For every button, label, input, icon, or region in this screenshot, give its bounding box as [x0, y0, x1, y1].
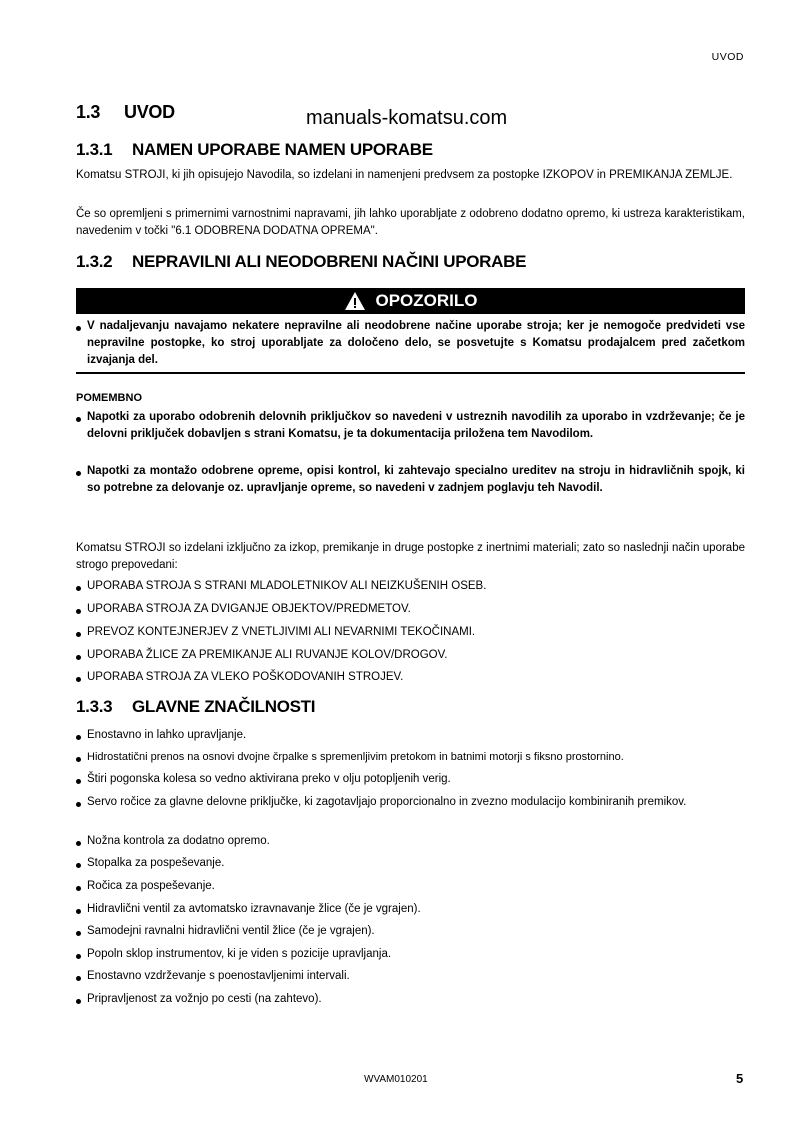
divider: [76, 372, 745, 374]
important-item: Napotki za uporabo odobrenih delovnih priključkov so navedeni v ustreznih navodilih za uporabo in vzdrževanje; če je delovni priključek dobavljen s strani Komatsu, je ta dokumentacija priložena tem Navodilom.: [76, 409, 745, 443]
section-title: NEPRAVILNI ALI NEODOBRENI NAČINI UPORABE: [132, 252, 527, 271]
warning-text: V nadaljevanju navajamo nekatere nepravilne ali neodobrene načine uporabe stroja; ker je nemogoče predvideti vse nepravilne postopke, ko stroj uporabljate za določeno delo, se posvetujte s Komatsu prodajalcem pred začetkom izvajanja del.: [76, 318, 745, 369]
page-number: 5: [736, 1071, 744, 1086]
paragraph: Komatsu STROJI, ki jih opisujejo Navodila, so izdelani in namenjeni predvsem za postopke IZKOPOV in PREMIKANJA ZEMLJE.: [76, 169, 733, 181]
section-heading-1-3-1: [76, 140, 433, 160]
section-number: 1.3.1: [76, 140, 113, 159]
section-title: UVOD: [124, 102, 175, 122]
section-title: GLAVNE ZNAČILNOSTI: [132, 697, 316, 716]
list-item: UPORABA ŽLICE ZA PREMIKANJE ALI RUVANJE KOLOV/DROGOV.: [76, 647, 745, 664]
section-heading-1-3: [76, 102, 175, 123]
section-heading-1-3-3: [76, 697, 315, 717]
list-item: Enostavno in lahko upravljanje.: [76, 727, 745, 744]
section-number: 1.3.3: [76, 697, 113, 716]
list-item: Servo ročice za glavne delovne priključke, ki zagotavljajo proporcionalno in zvezno modulacijo kombiniranih premikov.: [76, 794, 745, 811]
watermark: manuals-komatsu.com: [306, 107, 508, 129]
list-item: Nožna kontrola za dodatno opremo.: [76, 833, 745, 850]
list-item: Pripravljenost za vožnjo po cesti (na zahtevo).: [76, 991, 745, 1008]
list-item: Enostavno vzdrževanje s poenostavljenimi intervali.: [76, 968, 745, 985]
list-item: Hidravlični ventil za avtomatsko izravnavanje žlice (če je vgrajen).: [76, 901, 745, 918]
list-item: Ročica za pospeševanje.: [76, 878, 745, 895]
important-label: POMEMBNO: [76, 392, 142, 404]
section-number: 1.3: [76, 102, 101, 122]
list-item: UPORABA STROJA ZA VLEKO POŠKODOVANIH STROJEV.: [76, 669, 745, 686]
section-heading-1-3-2: [76, 252, 526, 272]
list-item: PREVOZ KONTEJNERJEV Z VNETLJIVIMI ALI NEVARNIMI TEKOČINAMI.: [76, 624, 745, 641]
section-number: 1.3.2: [76, 252, 113, 271]
running-header: UVOD: [711, 51, 744, 63]
paragraph: Če so opremljeni s primernimi varnostnimi napravami, jih lahko uporabljate z odobreno dodatno opremo, ki ustreza karakteristikam, navedenim v točki "6.1 ODOBRENA DODATNA OPREMA".: [76, 208, 745, 237]
warning-label: OPOZORILO: [375, 291, 478, 310]
paragraph: Komatsu STROJI so izdelani izključno za izkop, premikanje in druge postopke z inertnimi materiali; zato so naslednji način uporabe strogo prepovedani:: [76, 542, 745, 571]
list-item: Štiri pogonska kolesa so vedno aktivirana preko v olju potopljenih verig.: [76, 771, 745, 788]
section-title: NAMEN UPORABE NAMEN UPORABE: [132, 140, 433, 159]
footer-code: WVAM010201: [364, 1074, 428, 1085]
list-item: Samodejni ravnalni hidravlični ventil žlice (če je vgrajen).: [76, 923, 745, 940]
list-item: UPORABA STROJA ZA DVIGANJE OBJEKTOV/PREDMETOV.: [76, 601, 745, 618]
list-item: UPORABA STROJA S STRANI MLADOLETNIKOV ALI NEIZKUŠENIH OSEB.: [76, 578, 745, 595]
warning-banner: [76, 288, 745, 314]
important-item: Napotki za montažo odobrene opreme, opisi kontrol, ki zahtevajo specialno ureditev na stroju in hidravličnih spojk, ki so potrebne za delovanje oz. upravljanje opreme, so navedeni v zadnjem poglavju teh Navodil.: [76, 463, 745, 497]
list-item: Hidrostatični prenos na osnovi dvojne črpalke s spremenljivim pretokom in batnimi motorji s fiksno prostornino.: [76, 749, 745, 766]
warning-triangle-icon: [344, 291, 366, 311]
list-item: Popoln sklop instrumentov, ki je viden s pozicije upravljanja.: [76, 946, 745, 963]
list-item: Stopalka za pospeševanje.: [76, 855, 745, 872]
